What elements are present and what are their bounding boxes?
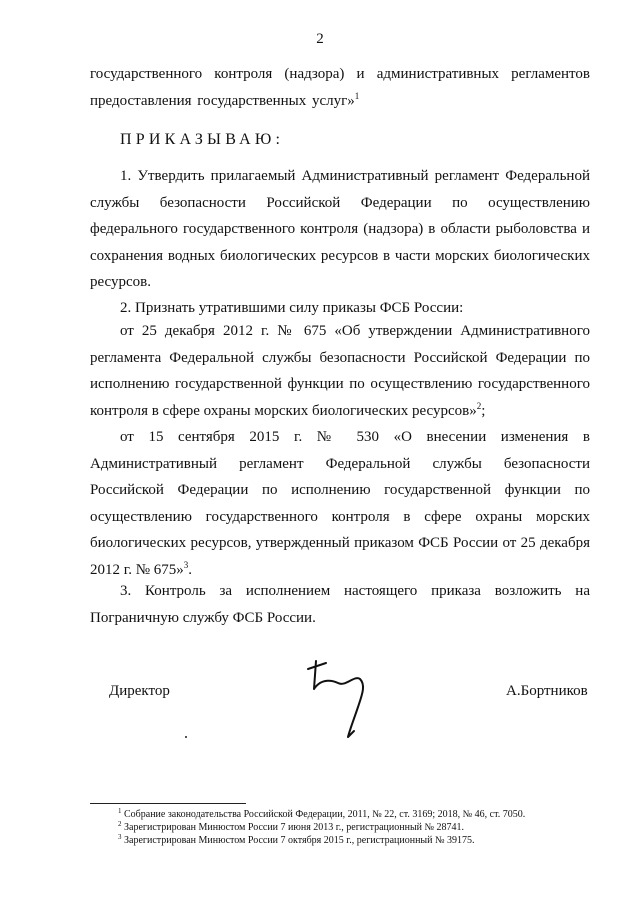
footnote-1 xyxy=(118,808,525,821)
footnote-2-text: Зарегистрирован Минюстом России 7 июня 2013 г., регистрационный № 28741. xyxy=(124,822,465,833)
signature-icon xyxy=(300,655,390,745)
order-heading: ПРИКАЗЫВАЮ: xyxy=(120,131,285,148)
item-2-sub-1-text: от 25 декабря 2012 г. № 675 «Об утверждении Административного регламента Федеральной службы безопасности Российской Федерации по исполнению государственной функции по осуществлению государственного контроля в сфере охраны морских биологических ресурсов» xyxy=(90,323,590,419)
item-1-paragraph: 1. Утвердить прилагаемый Административный регламент Федеральной службы безопасности Российской Федерации по осуществлению федерального государственного контроля (надзора) в области рыболовства и сохранения водных биологических ресурсов в части морских биологических ресурсов. xyxy=(90,168,590,290)
footnote-3-ref: 3 xyxy=(118,833,122,841)
page-number: 2 xyxy=(316,31,324,47)
scan-speck xyxy=(185,736,187,738)
footnote-ref-3: 3 xyxy=(183,559,189,570)
signatory-name: А.Бортников xyxy=(506,683,588,699)
footnote-1-ref: 1 xyxy=(118,807,122,815)
intro-paragraph xyxy=(90,61,590,114)
item-2-paragraph: 2. Признать утратившими силу приказы ФСБ России: xyxy=(120,300,464,316)
item-2-sub-2-text: от 15 сентября 2015 г. № 530 «О внесении изменения в Административный регламент Федеральной службы безопасности Российской Федерации по исполнению государственной функции по осуществлению государственного контроля в сфере охраны морских биологических ресурсов, утвержденный приказом ФСБ России от 25 декабря 2012 г. № 675» xyxy=(90,429,590,578)
footnotes xyxy=(118,808,525,847)
item-2-sub-2-paragraph xyxy=(90,424,590,583)
footnote-3 xyxy=(118,834,525,847)
item-2-sub-1-paragraph xyxy=(90,318,590,424)
intro-text: государственного контроля (надзора) и административных регламентов предоставления государственных услуг» xyxy=(90,66,590,109)
signatory-position: Директор xyxy=(109,683,170,699)
item-2-sub-1-tail: ; xyxy=(481,402,486,419)
footnote-ref-1: 1 xyxy=(354,90,360,101)
item-2-sub-2-tail: . xyxy=(188,561,193,578)
footnote-separator xyxy=(90,803,246,804)
footnote-3-text: Зарегистрирован Минюстом России 7 октября 2015 г., регистрационный № 39175. xyxy=(124,835,475,846)
footnote-ref-2: 2 xyxy=(476,400,482,411)
item-3-paragraph: 3. Контроль за исполнением настоящего приказа возложить на Пограничную службу ФСБ России. xyxy=(90,583,590,626)
footnote-2-ref: 2 xyxy=(118,820,122,828)
footnote-2 xyxy=(118,821,525,834)
footnote-1-text: Собрание законодательства Российской Федерации, 2011, № 22, ст. 3169; 2018, № 46, ст. 7050. xyxy=(124,809,526,820)
